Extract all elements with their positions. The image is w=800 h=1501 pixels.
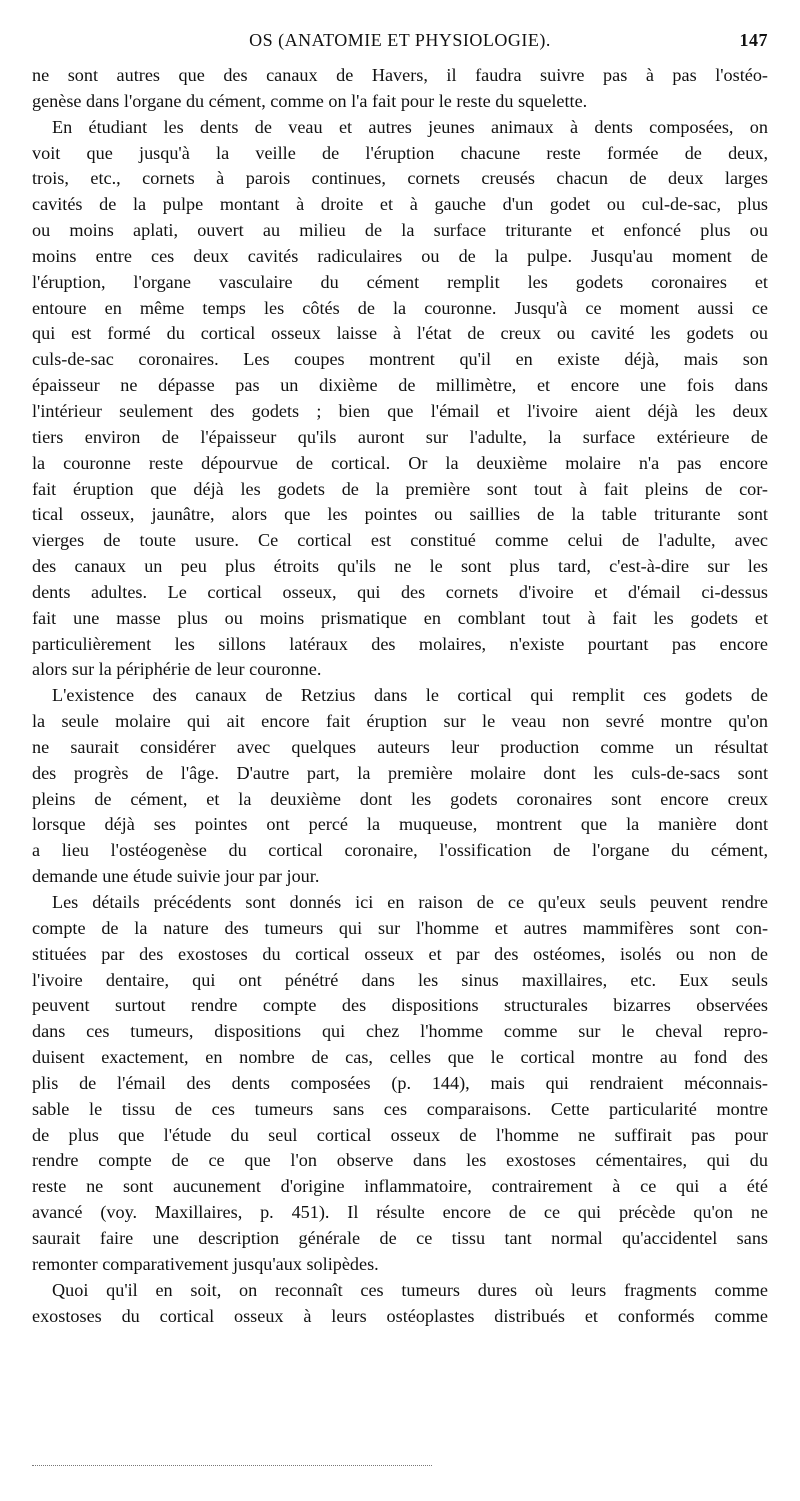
text-line: Quoi qu'il en soit, on reconnaît ces tumeurs dures où leurs fragments comme [52, 1279, 768, 1300]
text-line: ne saurait considérer avec quelques auteurs leur production comme un résultat [32, 736, 768, 757]
text-line: En étudiant les dents de veau et autres jeunes animaux à dents composées, on [52, 116, 768, 137]
text-line: moins entre ces deux cavités radiculaires ou de la pulpe. Jusqu'au moment de [32, 245, 768, 266]
text-line: tical osseux, jaunâtre, alors que les pointes ou saillies de la table triturante sont [32, 504, 768, 525]
text-line: exostoses du cortical osseux à leurs ostéoplastes distribués et conformés comme [32, 1305, 768, 1326]
text-line: épaisseur ne dépasse pas un dixième de millimètre, et encore une fois dans [32, 375, 768, 396]
text-line: remonter comparativement jusqu'aux solipèdes. [32, 1253, 379, 1274]
text-line: Les détails précédents sont donnés ici en raison de ce qu'eux seuls peuvent rendre [52, 892, 768, 912]
text-line: des canaux un peu plus étroits qu'ils ne le sont plus tard, c'est-à-dire sur les [32, 556, 768, 577]
text-line: la couronne reste dépourvue de cortical. Or la deuxième molaire n'a pas encore [32, 452, 768, 473]
text-line: duisent exactement, en nombre de cas, celles que le cortical montre au fond des [32, 1047, 768, 1068]
text-line: qui est formé du cortical osseux laisse à l'état de creux ou cavité les godets ou [32, 323, 768, 344]
text-line: genèse dans l'organe du cément, comme on l'a fait pour le reste du squelette. [32, 90, 588, 111]
text-line: voit que jusqu'à la veille de l'éruption chacune reste formée de deux, [32, 142, 768, 163]
text-line: sable le tissu de ces tumeurs sans ces comparaisons. Cette particularité montre [32, 1098, 768, 1119]
text-line: la seule molaire qui ait encore fait éruption sur le veau non sevré montre qu'on [32, 711, 768, 732]
text-line: ne sont autres que des canaux de Havers, il faudra suivre pas à pas l'ostéo- [32, 65, 768, 85]
page-header [32, 30, 768, 60]
page-number: 147 [739, 30, 768, 50]
text-line: dents adultes. Le cortical osseux, qui des cornets d'ivoire et d'émail ci-dessus [32, 581, 768, 602]
paragraph [32, 115, 768, 684]
text-line: l'ivoire dentaire, qui ont pénétré dans les sinus maxillaires, etc. Eux seuls [32, 969, 768, 990]
text-line: plis de l'émail des dents composées (p. 144), mais qui rendraient méconnais- [32, 1072, 768, 1093]
text-line: a lieu l'ostéogenèse du cortical coronaire, l'ossification de l'organe du cément, [32, 840, 768, 861]
text-line: particulièrement les sillons latéraux des molaires, n'existe pourtant pas encore [32, 633, 768, 654]
paragraph [32, 890, 768, 1278]
body-text [32, 63, 768, 1329]
running-title: OS (ANATOMIE ET PHYSIOLOGIE). [249, 30, 551, 50]
text-line: l'éruption, l'organe vasculaire du cément remplit les godets coronaires et [32, 271, 768, 292]
text-line: fait une masse plus ou moins prismatique en comblant tout à fait les godets et [32, 607, 768, 628]
text-line: vierges de toute usure. Ce cortical est constitué comme celui de l'adulte, avec [32, 530, 768, 551]
footer-rule [32, 1465, 432, 1466]
text-line: stituées par des exostoses du cortical osseux et par des ostéomes, isolés ou non de [32, 943, 768, 964]
text-line: pleins de cément, et la deuxième dont les godets coronaires sont encore creux [32, 788, 768, 809]
text-line: peuvent surtout rendre compte des dispositions structurales bizarres observées [32, 995, 768, 1016]
text-line: culs-de-sac coronaires. Les coupes montrent qu'il en existe déjà, mais son [32, 349, 768, 370]
text-line: lorsque déjà ses pointes ont percé la muqueuse, montrent que la manière dont [32, 814, 768, 835]
text-line: l'intérieur seulement des godets ; bien que l'émail et l'ivoire aient déjà les deux [32, 400, 768, 421]
text-line: avancé (voy. Maxillaires, p. 451). Il résulte encore de ce qui précède qu'on ne [32, 1202, 768, 1223]
text-line: reste ne sont aucunement d'origine inflammatoire, contrairement à ce qui a été [32, 1176, 768, 1197]
paragraph [32, 683, 768, 890]
text-line: ou moins aplati, ouvert au milieu de la surface triturante et enfoncé plus ou [32, 220, 768, 241]
text-line: des progrès de l'âge. D'autre part, la première molaire dont les culs-de-sacs sont [32, 762, 768, 783]
text-line: L'existence des canaux de Retzius dans le cortical qui remplit ces godets de [52, 685, 768, 706]
paragraph [32, 1278, 768, 1330]
text-line: demande une étude suivie jour par jour. [32, 866, 320, 887]
text-line: tiers environ de l'épaisseur qu'ils auront sur l'adulte, la surface extérieure de [32, 426, 768, 447]
text-line: alors sur la périphérie de leur couronne. [32, 659, 322, 680]
text-line: dans ces tumeurs, dispositions qui chez l'homme comme sur le cheval repro- [32, 1021, 768, 1042]
text-line: compte de la nature des tumeurs qui sur l'homme et autres mammifères sont con- [32, 917, 768, 938]
text-line: saurait faire une description générale de ce tissu tant normal qu'accidentel sans [32, 1227, 768, 1248]
text-line: fait éruption que déjà les godets de la première sont tout à fait pleins de cor- [32, 478, 768, 499]
text-line: rendre compte de ce que l'on observe dans les exostoses cémentaires, qui du [32, 1150, 768, 1171]
text-line: entoure en même temps les côtés de la couronne. Jusqu'à ce moment aussi ce [32, 297, 768, 318]
text-line: de plus que l'étude du seul cortical osseux de l'homme ne suffirait pas pour [32, 1124, 768, 1145]
paragraph [32, 63, 768, 115]
text-line: trois, etc., cornets à parois continues, cornets creusés chacun de deux larges [32, 168, 768, 189]
text-line: cavités de la pulpe montant à droite et à gauche d'un godet ou cul-de-sac, plus [32, 194, 768, 215]
